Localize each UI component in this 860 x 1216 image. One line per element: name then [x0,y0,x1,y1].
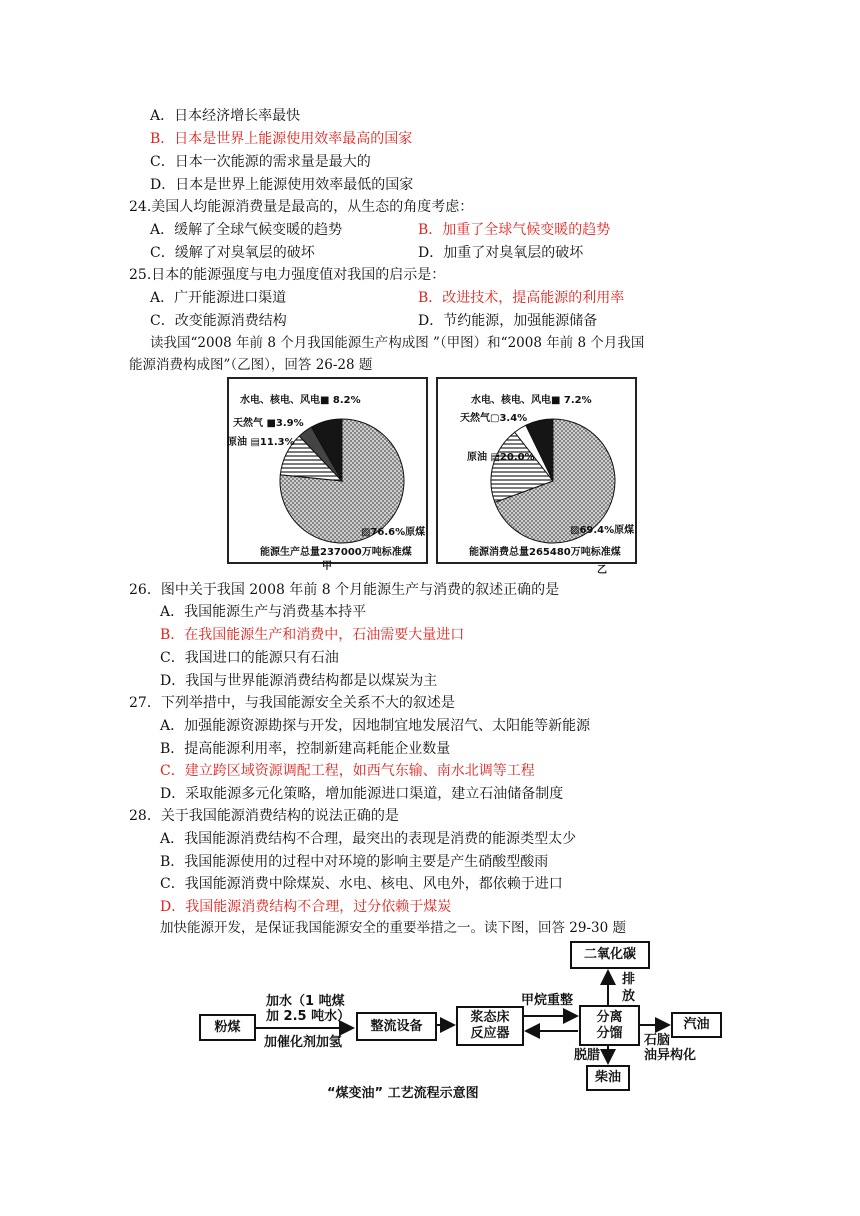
label-catalyst: 加催化剂加氢 [264,1035,343,1050]
label-water-2: 加 2.5 吨水） [266,1009,351,1024]
q24-option-d: D．加重了对臭氧层的破坏 [418,245,584,261]
intro-line-1: 读我国“2008 年前 8 个月我国能源生产构成图 ”（甲图）和“2008 年前 8 个月我国 [150,335,645,351]
flow-caption: “煤变油” 工艺流程示意图 [327,1086,479,1101]
q26-stem: 26．图中关于我国 2008 年前 8 个月能源生产与消费的叙述正确的是 [129,582,560,598]
q28-stem: 28．关于我国能源消费结构的说法正确的是 [129,808,399,824]
q26-option-b: B．在我国能源生产和消费中，石油需要大量进口 [160,627,465,643]
q24-stem: 24.美国人均能源消费量是最高的，从生态的角度考虑： [129,199,474,215]
reactor-line-2: 反应器 [470,1026,510,1041]
q25-stem: 25.日本的能源强度与电力强度值对我国的启示是： [129,267,446,283]
q23-option-c: C．日本一次能源的需求量是最大的 [150,154,371,170]
q25-option-c: C．改变能源消费结构 [150,313,287,329]
pie0-label-gas: 天然气 ■3.9% [233,418,304,429]
intro-29-30: 加快能源开发，是保证我国能源安全的重要举措之一。读下图，回答 29-30 题 [160,920,626,936]
q24-option-c: C．缓解了对臭氧层的破坏 [150,245,315,261]
pie1-label-hydro: 水电、核电、风电■ 7.2% [471,395,592,406]
q28-option-b: B．我国能源使用的过程中对环境的影响主要是产生硝酸型酸雨 [160,854,549,870]
pie1-title: 乙 [597,565,607,576]
q27-stem: 27．下列举措中，与我国能源安全关系不大的叙述是 [129,695,455,711]
separator-line-2: 分馏 [596,1025,623,1041]
pie1-label-oil: 原油 ▤20.0% [467,452,535,463]
label-emit-2: 放 [622,989,636,1004]
pie1-label-gas: 天然气▢3.4% [460,413,528,424]
q25-option-a: A．广开能源进口渠道 [150,290,287,306]
pie0-label-hydro: 水电、核电、风电■ 8.2% [240,395,361,406]
q26-option-a: A．我国能源生产与消费基本持平 [160,604,367,620]
q24-option-a: A．缓解了全球气候变暖的趋势 [150,222,343,238]
q27-option-b: B．提高能源利用率，控制新建高耗能企业数量 [160,741,451,757]
box-reactor [456,1006,524,1046]
q23-option-d: D．日本是世界上能源使用效率最低的国家 [150,177,414,193]
q28-option-d: D．我国能源消费结构不合理，过分依赖于煤炭 [160,899,452,915]
q26-option-c: C．我国进口的能源只有石油 [160,650,339,666]
box-rectifier: 整流设备 [356,1012,437,1041]
label-dewax: 脱腊 [574,1048,601,1063]
q25-option-b: B．改进技术，提高能源的利用率 [418,290,625,306]
box-diesel: 柴油 [586,1065,630,1091]
pie1-total: 能源消费总量265480万吨标准煤 [469,547,621,558]
box-co2: 二氧化碳 [570,941,650,969]
pie0-label-coal: ▨76.6%原煤 [361,527,426,538]
q28-option-a: A．我国能源消费结构不合理，最突出的表现是消费的能源类型太少 [160,831,577,847]
label-isomer-1: 石脑 [644,1033,671,1048]
pie1-label-coal: ▨69.4%原煤 [570,525,635,536]
q26-option-d: D．我国与世界能源消费结构都是以煤炭为主 [160,673,438,689]
q27-option-c: C．建立跨区域资源调配工程，如西气东输、南水北调等工程 [160,763,535,779]
label-methane-reform: 甲烷重整 [521,993,574,1008]
box-coal-powder: 粉煤 [199,1014,256,1041]
q23-option-a: A．日本经济增长率最快 [150,108,301,124]
q27-option-a: A．加强能源资源勘探与开发，因地制宜地发展沼气、太阳能等新能源 [160,718,591,734]
q27-option-d: D．采取能源多元化策略，增加能源进口渠道，建立石油储备制度 [160,786,564,802]
pie0-title: 甲 [322,561,332,572]
box-gasoline: 汽油 [671,1012,722,1038]
intro-line-2: 能源消费构成图”（乙图），回答 26-28 题 [129,357,373,373]
q28-option-c: C．我国能源消费中除煤炭、水电、核电、风电外，都依赖于进口 [160,876,563,892]
label-isomer-2: 油异构化 [644,1048,697,1063]
reactor-line-1: 浆态床 [470,1010,510,1025]
label-water-1: 加水（1 吨煤 [266,994,345,1009]
box-separator [579,1005,640,1046]
q23-option-b: B．日本是世界上能源使用效率最高的国家 [150,131,413,147]
pie0-label-oil: 原油 ▤11.3% [227,437,295,448]
pie0-total: 能源生产总量237000万吨标准煤 [260,547,412,558]
q24-option-b: B．加重了全球气候变暖的趋势 [418,222,611,238]
separator-line-1: 分离 [596,1009,623,1025]
label-emit-1: 排 [622,972,636,987]
q25-option-d: D．节约能源，加强能源储备 [418,313,598,329]
pie-chart-production [227,377,428,564]
pie-chart-consumption [436,377,637,564]
